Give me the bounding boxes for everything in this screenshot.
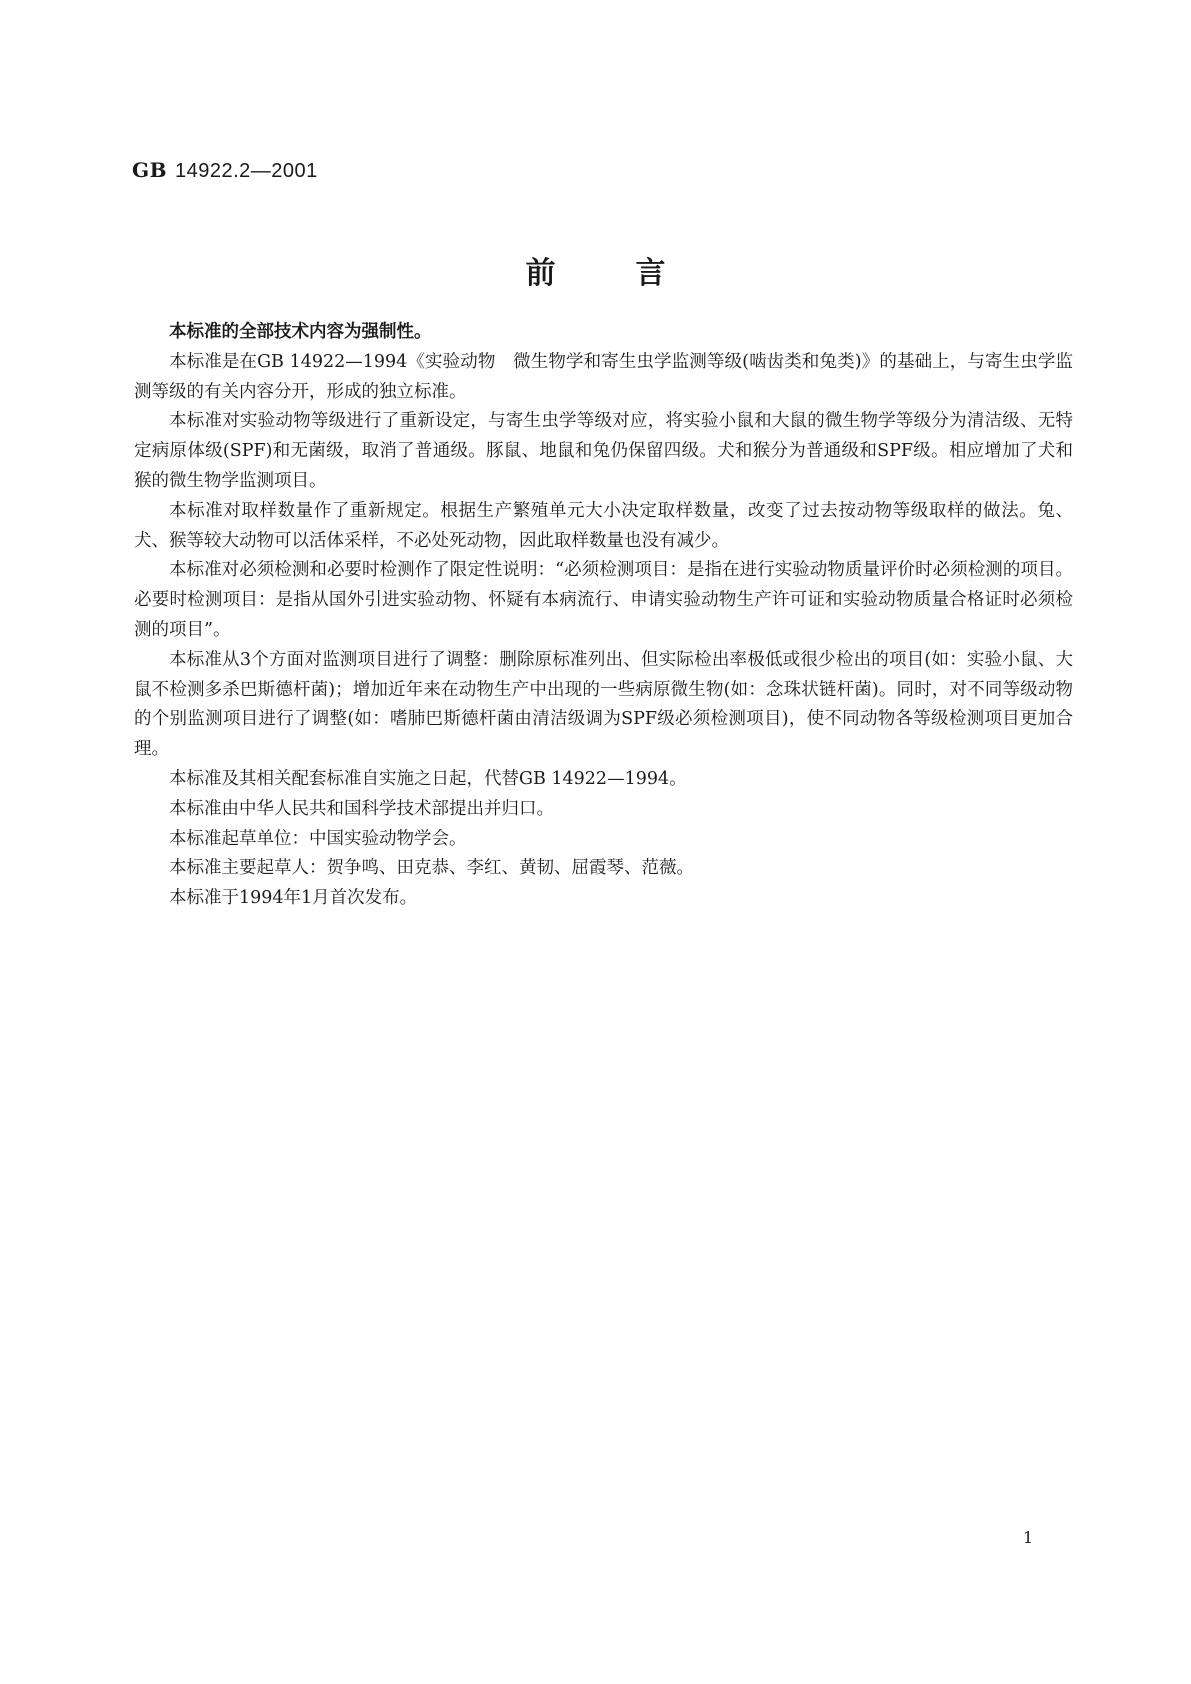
paragraph: 本标准对实验动物等级进行了重新设定，与寄生虫学等级对应，将实验小鼠和大鼠的微生物学等级分为清洁级、无特定病原体级(SPF)和无菌级，取消了普通级。豚鼠、地鼠和兔仍保留四级。犬和猴分为普通级和SPF级。相应增加了犬和猴的微生物学监测项目。 xyxy=(134,411,1073,491)
paragraph: 本标准及其相关配套标准自实施之日起，代替GB 14922—1994。 xyxy=(169,768,687,789)
standard-code xyxy=(132,158,318,183)
paragraph: 本标准起草单位：中国实验动物学会。 xyxy=(169,828,467,849)
paragraph: 本标准主要起草人：贺争鸣、田克恭、李红、黄韧、屈霞琴、范薇。 xyxy=(169,858,694,879)
paragraph-mandatory-statement: 本标准的全部技术内容为强制性。 xyxy=(169,322,432,342)
paragraph: 本标准从3个方面对监测项目进行了调整：删除原标准列出、但实际检出率极低或很少检出的项目(如：实验小鼠、大鼠不检测多杀巴斯德杆菌)；增加近年来在动物生产中出现的一些病原微生物(如：念珠状链杆菌)。同时，对不同等级动物的个别监测项目进行了调整(如：嗜肺巴斯德杆菌由清洁级调为SPF级必须检测项目)，使不同动物各等级检测项目更加合理。 xyxy=(134,649,1073,760)
standard-prefix: GB xyxy=(132,158,167,182)
paragraph: 本标准对取样数量作了重新规定。根据生产繁殖单元大小决定取样数量，改变了过去按动物等级取样的做法。兔、犬、猴等较大动物可以活体采样，不必处死动物，因此取样数量也没有减少。 xyxy=(134,500,1073,551)
paragraph: 本标准由中华人民共和国科学技术部提出并归口。 xyxy=(169,798,554,819)
page-number: 1 xyxy=(1023,1528,1034,1547)
page-title: 前言 xyxy=(525,256,746,291)
paragraph: 本标准是在GB 14922—1994《实验动物 微生物学和寄生虫学监测等级(啮齿类和兔类)》的基础上，与寄生虫学监测等级的有关内容分开，形成的独立标准。 xyxy=(134,351,1073,402)
paragraph: 本标准于1994年1月首次发布。 xyxy=(169,888,418,909)
paragraph: 本标准对必须检测和必要时检测作了限定性说明：“必须检测项目：是指在进行实验动物质量评价时必须检测的项目。必要时检测项目：是指从国外引进实验动物、怀疑有本病流行、申请实验动物生产许可证和实验动物质量合格证时必须检测的项目”。 xyxy=(134,560,1073,640)
foreword-body xyxy=(134,318,1073,914)
standard-number: 14922.2—2001 xyxy=(174,160,318,182)
